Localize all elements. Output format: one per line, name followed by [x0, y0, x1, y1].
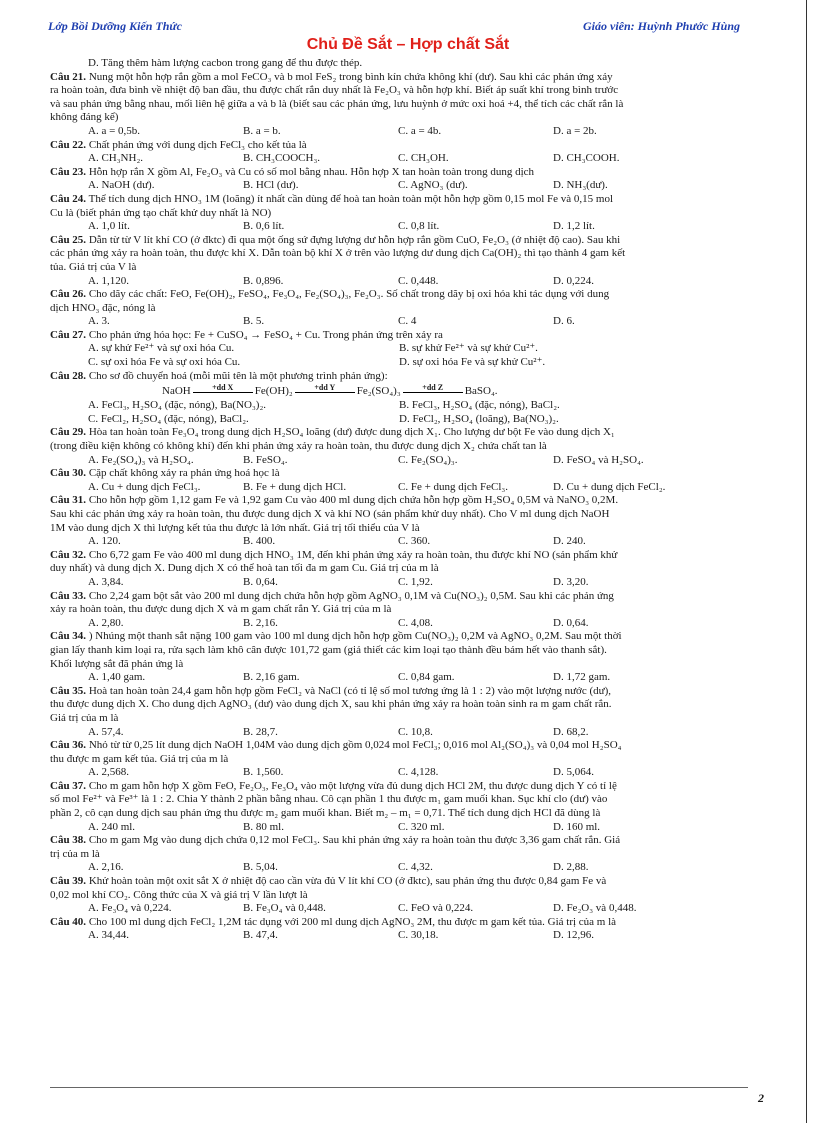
answer-option: C. 0,84 gam. [398, 671, 455, 684]
answer-option: D. FeCl₂, H₂SO₄ (loãng), Ba(NO₃)₂. [399, 412, 559, 425]
question-number: Câu 38. [50, 834, 87, 847]
scheme-substance: Fe₂(SO₄)₃ [356, 385, 401, 398]
question-text-line: Câu 31. Cho hỗn hợp gồm 1,12 gam Fe và 1,92 gam Cu vào 400 ml dung dịch chứa hỗn hợp gồm H₂SO₄ 0,5M và NaNO₃ 0,2M. [50, 494, 619, 507]
answer-option: B. Fe₃O₄ và 0,448. [243, 902, 326, 915]
answer-options-row [50, 220, 768, 234]
answer-option: B. 0,64. [243, 575, 278, 588]
question-text-line: số mol Fe²⁺ và Fe³⁺ là 1 : 2. Chia Y thành 2 phần bằng nhau. Cô cạn phần 1 thu được m₁ gam muối khan. Sục khí clo (dư) vào [50, 793, 608, 806]
question-text-line: Câu 38. Cho m gam Mg vào dung dịch chứa 0,12 mol FeCl₃. Sau khi phản ứng xảy ra hoàn toàn thu được 3,36 gam chất rắn. Giá [50, 834, 621, 847]
question-28 [50, 370, 768, 427]
question-31 [50, 494, 768, 548]
answer-option: B. 80 ml. [243, 820, 284, 833]
answer-option: A. 57,4. [88, 725, 124, 738]
question-number: Câu 33. [50, 589, 87, 602]
question-text-line: các phản ứng xảy ra hoàn toàn, thu được khí X. Dẫn toàn bộ khí X ở trên vào lượng dư dung dịch Ca(OH)₂ thì tạo thành 4 gam kết [50, 247, 626, 260]
answer-option: C. 0,448. [398, 274, 439, 287]
question-number: Câu 27. [50, 328, 87, 341]
question-number: Câu 24. [50, 192, 87, 205]
question-text-line: Câu 36. Nhỏ từ từ 0,25 lít dung dịch NaOH 1,04M vào dung dịch gồm 0,024 mol FeCl₃; 0,016 mol Al₂(SO₄)₃ và 0,04 mol H₂SO₄ [50, 739, 622, 752]
question-list [50, 71, 768, 943]
answer-option: B. 400. [243, 535, 276, 548]
document-body [50, 57, 768, 943]
answer-option: A. 3. [88, 315, 110, 328]
answer-options-row [50, 399, 768, 413]
answer-option: C. 360. [398, 535, 431, 548]
question-number: Câu 39. [50, 875, 87, 888]
intro-option: D. Tăng thêm hàm lượng cacbon trong gang để thu được thép. [88, 57, 363, 69]
answer-option: B. 2,16. [243, 616, 278, 629]
answer-option: B. FeSO₄. [243, 453, 288, 466]
answer-option: B. 1,560. [243, 766, 284, 779]
answer-options-row [50, 576, 768, 590]
answer-options-row [50, 275, 768, 289]
answer-option: B. 0,6 lít. [243, 220, 285, 233]
answer-option: C. FeO và 0,224. [398, 902, 474, 915]
answer-option: A. 2,568. [88, 766, 129, 779]
question-text-line: Câu 37. Cho m gam hỗn hợp X gồm FeO, Fe₂O₃, Fe₃O₄ vào một lượng vừa đủ dung dịch HCl 2M, thu được dung dịch Y có tỉ lệ [50, 779, 617, 792]
answer-option: A. 120. [88, 535, 121, 548]
question-38 [50, 834, 768, 875]
answer-option: A. Cu + dung dịch FeCl₃. [88, 480, 201, 493]
question-text-line: xảy ra hoàn toàn, thu được dung dịch X và m gam chất rắn Y. Giá trị của m là [50, 603, 392, 616]
answer-option: B. 5,04. [243, 861, 278, 874]
question-text-line: ra hoàn toàn, đưa bình về nhiệt độ ban đầu, thu được chất rắn duy nhất là Fe₂O₃ và hỗn hợp khí. Biết áp suất khí trong bình trước [50, 84, 619, 97]
answer-option: C. 30,18. [398, 929, 439, 942]
answer-options-row [50, 481, 768, 495]
question-text-line: Câu 33. Cho 2,24 gam bột sắt vào 200 ml dung dịch chứa hỗn hợp gồm AgNO₃ 0,1M và Cu(NO₃)₂ 0,5M. Sau khi các phản ứng [50, 589, 614, 602]
answer-option: D. CH₃COOH. [553, 152, 620, 165]
answer-option: C. 0,8 lít. [398, 220, 440, 233]
question-number: Câu 37. [50, 779, 87, 792]
header-class-name: Lớp Bồi Dưỡng Kiến Thức [48, 19, 182, 33]
answer-options-row [50, 617, 768, 631]
question-text-line: Câu 25. Dẫn từ từ V lít khí CO (ở đktc) đi qua một ống sứ đựng lượng dư hỗn hợp rắn gồm CuO, Fe₂O₃ (ở nhiệt độ cao). Sau khi [50, 233, 621, 246]
question-text-line: Cu là (biết phản ứng tạo chất khử duy nhất là NO) [50, 206, 272, 219]
answer-option: A. Fe₃O₄ và 0,224. [88, 902, 172, 915]
question-text-line: Câu 40. Cho 100 ml dung dịch FeCl₂ 1,2M tác dụng với 200 ml dung dịch AgNO₃ 2M, thu được m gam kết tủa. Giá trị của m là [50, 915, 617, 928]
question-number: Câu 35. [50, 684, 87, 697]
question-text-line: Câu 26. Cho dãy các chất: FeO, Fe(OH)₂, FeSO₄, Fe₃O₄, Fe₂(SO₄)₃, Fe₂O₃. Số chất trong dãy bị oxi hóa khi tác dụng với dung [50, 288, 610, 301]
answer-option: D. 1,72 gam. [553, 671, 611, 684]
question-23 [50, 166, 768, 193]
answer-option: C. 4 [398, 315, 417, 328]
answer-options-row [50, 726, 768, 740]
question-text-line: không đáng kể) [50, 111, 119, 124]
answer-options-row [50, 454, 768, 468]
answer-option: D. NH₃(dư). [553, 179, 608, 192]
answer-option: A. 2,16. [88, 861, 124, 874]
answer-option: B. CH₃COOCH₃. [243, 152, 321, 165]
answer-option: A. a = 0,5b. [88, 124, 141, 137]
question-text-line: Câu 32. Cho 6,72 gam Fe vào 400 ml dung dịch HNO₃ 1M, đến khi phản ứng xảy ra hoàn toàn, thu được khí NO (sản phẩm khử [50, 548, 618, 561]
question-number: Câu 25. [50, 233, 87, 246]
answer-options-row [50, 861, 768, 875]
answer-option: D. 0,224. [553, 274, 594, 287]
answer-option: C. 320 ml. [398, 820, 445, 833]
answer-option: A. sự khử Fe²⁺ và sự oxi hóa Cu. [88, 342, 235, 355]
answer-option: A. 34,44. [88, 929, 129, 942]
answer-option: D. a = 2b. [553, 124, 597, 137]
answer-options-row [50, 356, 768, 370]
answer-option: B. Fe + dung dịch HCl. [243, 480, 347, 493]
reaction-arrow: +dd X [193, 383, 253, 393]
question-number: Câu 28. [50, 369, 87, 382]
answer-option: D. 1,2 lít. [553, 220, 595, 233]
question-text-line: Câu 24. Thể tích dung dịch HNO₃ 1M (loãng) ít nhất cần dùng để hoà tan hoàn toàn một hỗn hợp gồm 0,15 mol Fe và 0,15 mol [50, 192, 614, 205]
answer-option: A. 1,40 gam. [88, 671, 146, 684]
question-text-line: phần 2, cô cạn dung dịch sau phản ứng thu được m₂ gam muối khan. Biết m₂ – m₁ = 0,71. Thể tích dung dịch HCl đã dùng là [50, 807, 601, 820]
answer-option: A. CH₃NH₂. [88, 152, 144, 165]
question-text-line: 0,02 mol khí CO₂. Công thức của X và giá trị V lần lượt là [50, 888, 308, 901]
answer-options-row [50, 152, 768, 166]
question-33 [50, 590, 768, 631]
footer-divider [50, 1087, 748, 1088]
answer-option: D. FeSO₄ và H₂SO₄. [553, 453, 644, 466]
answer-option: A. 1,120. [88, 274, 129, 287]
question-text-line: duy nhất) và dung dịch X. Dung dịch X có thể hoà tan tối đa m gam Cu. Giá trị của m là [50, 562, 439, 575]
answer-option: C. CH₃OH. [398, 152, 449, 165]
answer-option: D. 0,64. [553, 616, 589, 629]
question-text-line: 1M vào dung dịch X thì lượng kết tủa thu được là lớn nhất. Giá trị tối thiểu của V là [50, 521, 420, 534]
question-35 [50, 685, 768, 739]
answer-options-row [50, 315, 768, 329]
answer-option: A. 3,84. [88, 575, 124, 588]
page-edge [806, 0, 807, 1123]
reaction-scheme [50, 383, 768, 399]
question-34 [50, 630, 768, 684]
question-text-line: Câu 30. Cặp chất không xảy ra phản ứng hoá học là [50, 467, 280, 480]
question-text-line: Sau khi các phản ứng xảy ra hoàn toàn, thu được dung dịch X và khí NO (sản phẩm khử duy nhất). Cho V ml dung dịch NaOH [50, 508, 610, 520]
answer-option: D. Fe₂O₃ và 0,448. [553, 902, 637, 915]
answer-option: A. 240 ml. [88, 820, 136, 833]
question-29 [50, 426, 768, 467]
answer-option: C. a = 4b. [398, 124, 442, 137]
scheme-substance: NaOH [162, 385, 191, 398]
question-text-line: Khối lượng sắt đã phản ứng là [50, 657, 184, 670]
answer-option: A. Fe₂(SO₄)₃ và H₂SO₄. [88, 453, 194, 466]
answer-option: D. 5,064. [553, 766, 594, 779]
question-32 [50, 549, 768, 590]
question-text-line: và sau phản ứng bằng nhau, mối liên hệ giữa a và b là (biết sau các phản ứng, lưu huỳnh ở mức oxi hoá +4, thể tích các chất rắn là [50, 97, 624, 110]
question-21 [50, 71, 768, 139]
answer-option: D. 240. [553, 535, 586, 548]
answer-options-row [50, 671, 768, 685]
answer-option: C. 4,128. [398, 766, 439, 779]
question-text-line: Câu 23. Hỗn hợp rắn X gồm Al, Fe₂O₃ và Cu có số mol bằng nhau. Hỗn hợp X tan hoàn toàn trong dung dịch [50, 165, 535, 178]
page-number: 2 [758, 1091, 764, 1105]
answer-options-row [50, 342, 768, 356]
reaction-arrow: +dd Y [295, 383, 355, 393]
answer-option: C. AgNO₃ (dư). [398, 179, 468, 192]
header-teacher-name: Giáo viên: Huỳnh Phước Hùng [583, 19, 740, 33]
answer-option: D. Cu + dung dịch FeCl₂. [553, 480, 666, 493]
question-24 [50, 193, 768, 234]
scheme-substance: Fe(OH)₂ [254, 385, 293, 398]
question-number: Câu 26. [50, 288, 87, 301]
question-27 [50, 329, 768, 370]
answer-options-row [50, 413, 768, 427]
answer-option: B. 47,4. [243, 929, 278, 942]
question-text-line: trị của m là [50, 847, 100, 860]
answer-options-row [50, 929, 768, 943]
answer-option: D. 12,96. [553, 929, 594, 942]
answer-option: A. 2,80. [88, 616, 124, 629]
question-number: Câu 34. [50, 630, 87, 643]
question-text-line: Câu 29. Hòa tan hoàn toàn Fe₃O₄ trong dung dịch H₂SO₄ loãng (dư) được dung dịch X₁. Cho lượng dư bột Fe vào dung dịch X₁ [50, 426, 615, 439]
page-title: Chủ Đề Sắt – Hợp chất Sắt [306, 36, 510, 53]
answer-options-row [50, 766, 768, 780]
question-36 [50, 739, 768, 780]
answer-option: B. 5. [243, 315, 265, 328]
question-text-line: Câu 22. Chất phản ứng với dung dịch FeCl₃ cho kết tủa là [50, 138, 307, 151]
answer-option: C. sự oxi hóa Fe và sự oxi hóa Cu. [88, 356, 241, 369]
answer-option: D. 160 ml. [553, 820, 601, 833]
question-number: Câu 32. [50, 548, 87, 561]
scheme-substance: BaSO₄. [464, 385, 498, 398]
question-text-line: thu được m gam kết tủa. Giá trị của m là [50, 752, 229, 765]
question-number: Câu 36. [50, 739, 87, 752]
reaction-arrow: +dd Z [403, 383, 463, 393]
answer-option: D. 2,88. [553, 861, 589, 874]
question-text-line: thu được dung dịch X. Cho dung dịch AgNO₃ (dư) vào dung dịch X, sau khi phản ứng xảy ra hoàn toàn sinh ra m gam chất rắn. [50, 698, 612, 711]
question-number: Câu 29. [50, 426, 87, 439]
question-text-line: Câu 21. Nung một hỗn hợp rắn gồm a mol FeCO₃ và b mol FeS₂ trong bình kín chứa không khí (dư). Sau khi các phản ứng xảy [50, 70, 613, 83]
question-40 [50, 916, 768, 943]
question-text-line: Giá trị của m là [50, 711, 119, 724]
answer-option: C. Fe₂(SO₄)₃. [398, 453, 458, 466]
answer-option: B. 2,16 gam. [243, 671, 300, 684]
question-text-line: Câu 34. ) Nhúng một thanh sắt nặng 100 gam vào 100 ml dung dịch hỗn hợp gồm Cu(NO₃)₂ 0,2M và AgNO₃ 0,2M. Sau một thời [50, 630, 622, 643]
answer-option: D. 3,20. [553, 575, 589, 588]
answer-options-row [50, 125, 768, 139]
question-text-line: Câu 39. Khử hoàn toàn một oxit sắt X ở nhiệt độ cao cần vừa đủ V lít khí CO (ở đktc), sau phản ứng thu được 0,84 gam Fe và [50, 875, 607, 888]
answer-option: C. FeCl₂, H₂SO₄ (đặc, nóng), BaCl₂. [88, 412, 249, 425]
answer-option: B. sự khử Fe²⁺ và sự khử Cu²⁺. [399, 342, 538, 355]
question-text-line: dịch HNO₃ đặc, nóng là [50, 301, 156, 314]
answer-option: B. 28,7. [243, 725, 278, 738]
answer-option: C. 4,08. [398, 616, 433, 629]
answer-option: B. a = b. [243, 124, 281, 137]
question-number: Câu 30. [50, 467, 87, 480]
question-number: Câu 22. [50, 138, 87, 151]
question-text-line: Câu 35. Hoà tan hoàn toàn 24,4 gam hỗn hợp gồm FeCl₂ và NaCl (có tỉ lệ số mol tương ứng là 1 : 2) vào một lượng nước (dư), [50, 684, 612, 697]
question-37 [50, 780, 768, 834]
question-text-line: (trong điều kiện không có không khí) đến khi phản ứng xảy ra hoàn toàn, thu được dung dịch X₂ chứa chất tan là [50, 440, 547, 453]
answer-option: B. HCl (dư). [243, 179, 299, 192]
answer-options-row [50, 535, 768, 549]
question-22 [50, 139, 768, 166]
answer-option: C. 4,32. [398, 861, 433, 874]
question-text-line: Câu 28. Cho sơ đồ chuyển hoá (mỗi mũi tên là một phương trình phản ứng): [50, 369, 388, 382]
answer-option: D. 68,2. [553, 725, 589, 738]
question-number: Câu 40. [50, 915, 87, 928]
answer-option: D. 6. [553, 315, 575, 328]
answer-option: A. 1,0 lít. [88, 220, 130, 233]
question-39 [50, 875, 768, 916]
answer-option: A. NaOH (dư). [88, 179, 155, 192]
answer-options-row [50, 902, 768, 916]
question-26 [50, 288, 768, 329]
question-number: Câu 23. [50, 165, 87, 178]
answer-option: C. 10,8. [398, 725, 433, 738]
answer-option: C. Fe + dung dịch FeCl₃. [398, 480, 508, 493]
answer-option: D. sự oxi hóa Fe và sự khử Cu²⁺. [399, 356, 546, 369]
question-number: Câu 31. [50, 494, 87, 507]
answer-option: C. 1,92. [398, 575, 433, 588]
answer-options-row [50, 821, 768, 835]
question-25 [50, 234, 768, 288]
answer-option: B. FeCl₃, H₂SO₄ (đặc, nóng), BaCl₂. [399, 399, 560, 412]
answer-option: B. 0,896. [243, 274, 284, 287]
question-30 [50, 467, 768, 494]
answer-option: A. FeCl₃, H₂SO₄ (đặc, nóng), Ba(NO₃)₂. [88, 399, 267, 412]
answer-options-row [50, 179, 768, 193]
question-text-line: gian lấy thanh kim loại ra, rửa sạch làm khô cân được 101,72 gam (giả thiết các kim loại tạo thành đều bám hết vào thanh sắt). [50, 643, 607, 656]
question-number: Câu 21. [50, 70, 87, 83]
page-header [48, 19, 740, 35]
question-text-line: tủa. Giá trị của V là [50, 260, 137, 273]
question-text-line: Câu 27. Cho phản ứng hóa học: Fe + CuSO₄ → FeSO₄ + Cu. Trong phản ứng trên xảy ra [50, 328, 443, 341]
